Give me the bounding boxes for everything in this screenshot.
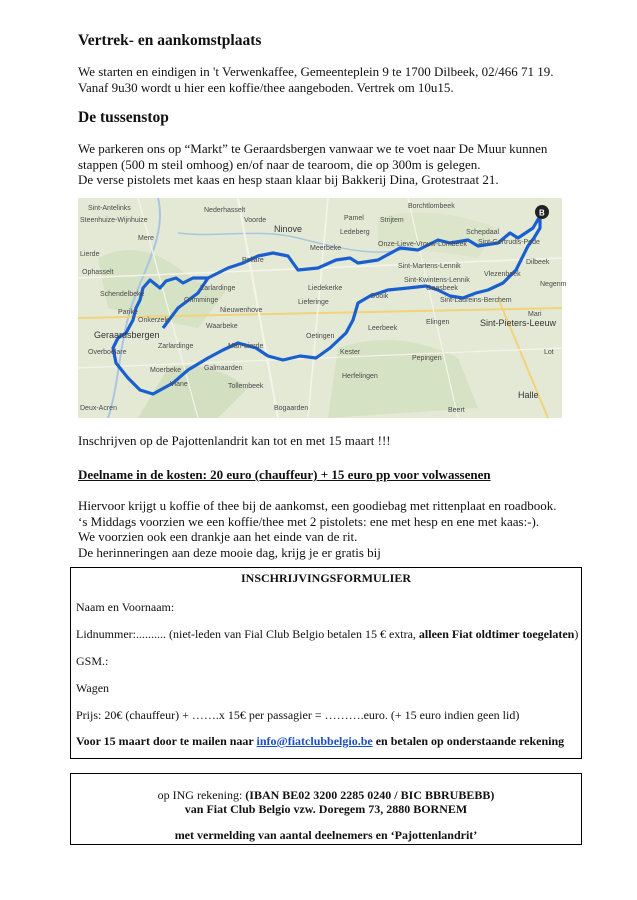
map-place: Parike	[118, 309, 138, 316]
stop-line-3: De verse pistolets met kaas en hesp staan klaar bij Bakkerij Dina, Grotestraat 21.	[78, 172, 499, 187]
form-title: INSCHRIJVINGSFORMULIER	[240, 571, 412, 585]
map-place: Dilbeek	[526, 259, 550, 266]
map-place: Herfelingen	[342, 373, 378, 380]
stop-line-1: We parkeren ons op “Markt” te Geraardsbergen vanwaar we te voet naar De Muur kunnen	[78, 141, 548, 156]
includes-line-2: ‘s Middags voorzien we een koffie/thee met 2 pistolets: ene met hesp en ene met kaas:-).	[78, 513, 540, 529]
form-member-row	[76, 627, 578, 642]
signup-deadline-text: Inschrijven op de Pajottenlandrit kan tot en met 15 maart !!!	[78, 433, 391, 448]
map-place: Steenhuize-Wijnhuize	[80, 217, 148, 224]
form-price-line: Prijs: 20€ (chauffeur) + …….x 15€ per passagier = ……….euro. (+ 15 euro indien geen lid)	[76, 708, 520, 722]
form-gsm-label: GSM.:	[76, 654, 109, 668]
bank-iban: (IBAN BE02 3200 2285 0240 / BIC BBRUBEBB)	[245, 788, 495, 802]
map-place: Gaasbeek	[426, 285, 458, 292]
form-car-label: Wagen	[76, 681, 110, 695]
map-place: Pollare	[242, 257, 264, 264]
map-place: Schepdaal	[466, 229, 500, 236]
map-place: Voorde	[244, 217, 267, 224]
bank-line-3: met vermelding van aantal deelnemers en ‘Pajottenlandrit’	[174, 828, 478, 842]
map-place: Elingen	[426, 319, 450, 326]
section-title-stop: De tussenstop	[78, 109, 169, 126]
bank-line-1	[71, 788, 581, 803]
includes-list	[78, 498, 556, 560]
section-title-start: Vertrek- en aankomstplaats	[78, 32, 262, 49]
map-place: Lot	[544, 349, 554, 356]
map-place: Gooik	[370, 293, 389, 300]
includes-line-3: We voorzien ook een drankje aan het einde van de rit.	[78, 529, 358, 544]
map-place: Schendelbeke	[100, 291, 145, 298]
map-place: Lierde	[80, 251, 100, 258]
stop-line-2: stappen (500 m steil omhoog) en/of naar de tearoom, die op 300m is gelegen.	[78, 156, 481, 172]
map-place: Sint-Pieters-Leeuw	[480, 318, 557, 328]
map-place: Sint-Laureins-Berchem	[440, 297, 512, 304]
map-place: Oetingen	[306, 333, 335, 340]
registration-form	[70, 567, 582, 759]
map-place: Waarbeke	[206, 323, 238, 330]
route-map	[78, 198, 567, 418]
map-place: Strijtem	[380, 217, 404, 224]
map-place: Leerbeek	[368, 325, 398, 332]
map-place: Sint-Gertrudis-Pede	[478, 239, 540, 246]
map-place: Onze-Lieve-Vrouw-Lombeek	[378, 241, 467, 248]
map-place: Meerbeke	[310, 245, 342, 252]
map-place: Ninove	[274, 224, 303, 234]
map-place: Bogaarden	[274, 405, 309, 412]
map-place: Pamel	[344, 215, 364, 222]
map-place: Lieferinge	[298, 299, 329, 306]
map-place: Moerbeke	[150, 367, 182, 374]
map-place: Sint-Antelinks	[88, 205, 131, 212]
map-place: Negenm	[540, 281, 567, 288]
map-place: Galmaarden	[204, 365, 243, 372]
email-link[interactable]: info@fiatclubbelgio.be	[256, 734, 373, 748]
map-place: Borchtlombeek	[408, 203, 455, 210]
map-place: Sint-Martens-Lennik	[398, 263, 461, 270]
map-place: Mari	[528, 311, 542, 318]
map-place: Halle	[518, 390, 539, 400]
cost-heading	[78, 467, 491, 483]
signup-deadline	[78, 433, 391, 449]
bank-line-2: van Fiat Club Belgio vzw. Doregem 73, 2880 BORNEM	[184, 802, 468, 816]
map-marker-label: B	[539, 208, 545, 218]
map-place: Tollembeek	[228, 383, 264, 390]
map-place: Pepingen	[412, 355, 442, 362]
map-place: Mari-Lierde	[228, 343, 264, 350]
map-place: Zarlardinge	[158, 343, 194, 350]
bank-line-1-prefix: op ING rekening:	[157, 788, 246, 802]
map-place: Overboelare	[88, 349, 127, 356]
map-place: Onkerzele	[138, 317, 170, 324]
cost-heading-text: Deelname in de kosten: 20 euro (chauffeur) + 15 euro pp voor volwassenen	[78, 467, 491, 482]
form-name-label: Naam en Voornaam:	[76, 600, 175, 614]
map-place: Viane	[170, 381, 188, 388]
map-place: Ophasselt	[82, 269, 114, 276]
form-member-bold: alleen Fiat oldtimer toegelaten	[418, 627, 575, 641]
start-line-2: Vanaf 9u30 wordt u hier een koffie/thee aangeboden. Vertrek om 10u15.	[78, 79, 454, 95]
start-line-1: We starten en eindigen in 't Verwenkaffee, Gemeenteplein 9 te 1700 Dilbeek, 02/466 71 19.	[78, 64, 554, 79]
map-place: Nederhasselt	[204, 207, 246, 214]
map-place: Ledeberg	[340, 229, 370, 236]
form-mail-prefix: Voor 15 maart door te mailen naar	[76, 734, 257, 748]
map-place: Kester	[340, 349, 361, 356]
map-place: Zarlardinge	[200, 285, 236, 292]
map-place: Sint-Kwintens-Lennik	[404, 277, 470, 284]
includes-line-1: Hiervoor krijgt u koffie of thee bij de aankomst, een goodiebag met rittenplaat en roadbook.	[78, 498, 557, 513]
map-place: Mere	[138, 235, 154, 242]
map-place: Grimminge	[184, 297, 219, 304]
form-member-end: )	[574, 627, 579, 641]
form-mail-row	[76, 734, 564, 749]
map-place: Nieuwenhove	[220, 307, 263, 314]
form-member-label: Lidnummer:.......... (niet-leden van Fial Club Belgio betalen 15 € extra,	[76, 627, 419, 641]
map-place: Geraardsbergen	[94, 330, 160, 340]
map-place: Vlezenbeek	[484, 271, 521, 278]
map-place: Liedekerke	[308, 285, 343, 292]
map-place: Beert	[448, 407, 465, 414]
stop-info	[78, 141, 547, 188]
start-info	[78, 64, 554, 95]
bank-box	[70, 773, 582, 845]
form-mail-suffix: en betalen op onderstaande rekening	[372, 734, 565, 748]
includes-line-4: De herinneringen aan deze mooie dag, krijg je er gratis bij	[78, 544, 381, 560]
map-place: Deux-Acren	[80, 405, 117, 412]
route-map-svg	[78, 198, 567, 418]
